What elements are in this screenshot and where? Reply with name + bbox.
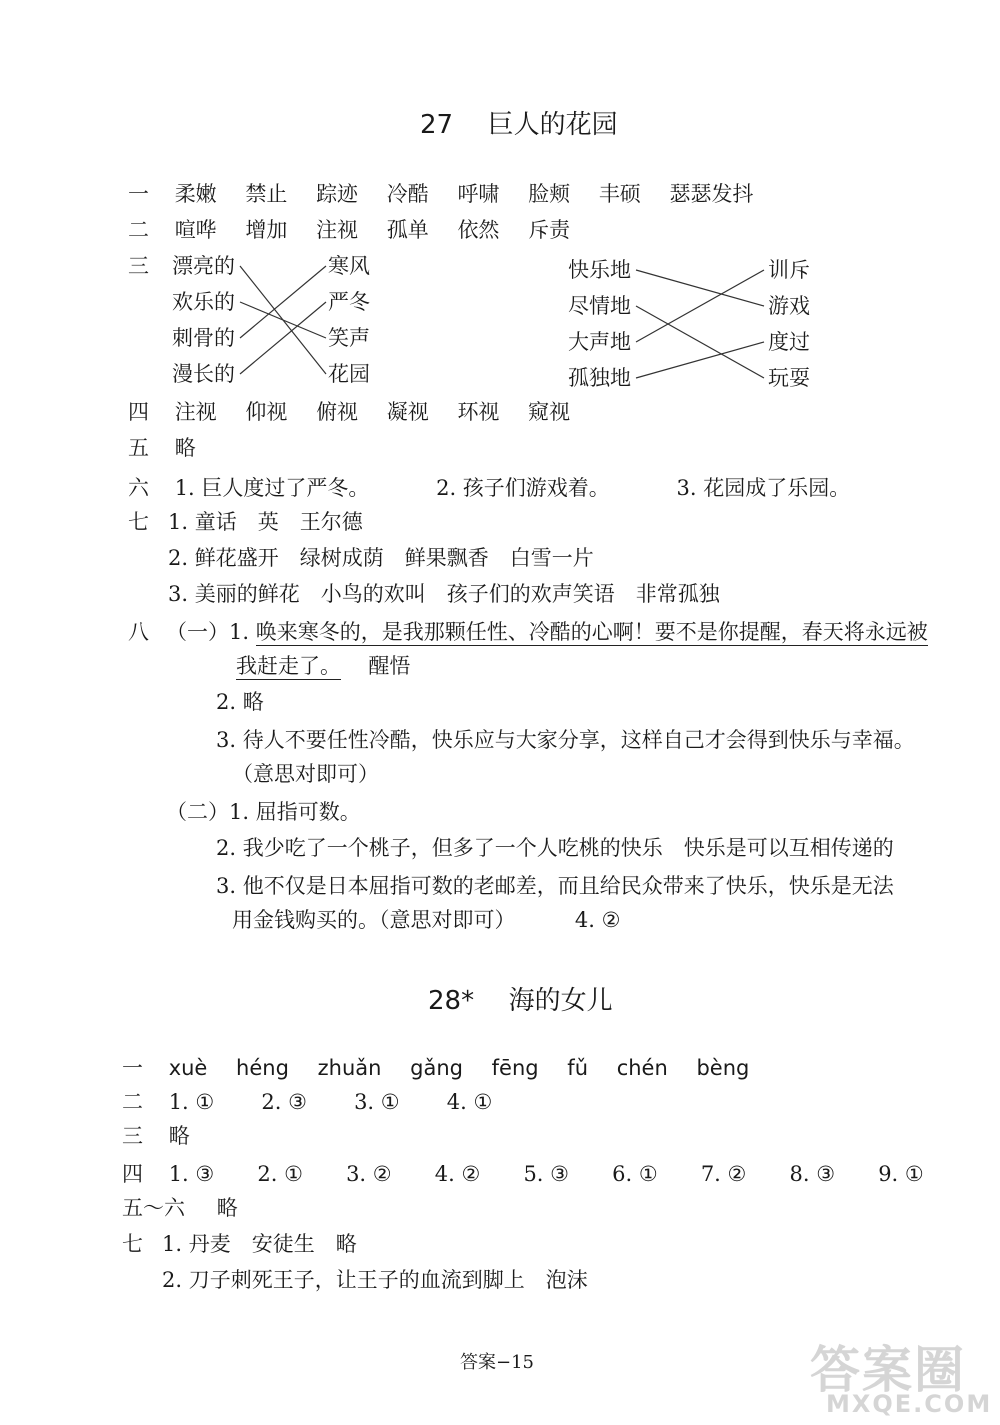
l27-q4 xyxy=(128,398,592,426)
answer-word: 踪迹 xyxy=(316,182,359,206)
match-right-b-0: 训斥 xyxy=(768,258,810,282)
answer-item: 3. ② xyxy=(346,1162,392,1186)
q-label: 六 xyxy=(128,476,149,500)
l27-q8-p1-line2 xyxy=(236,652,410,680)
lesson28-title-text: 海的女儿 xyxy=(508,986,613,1016)
match-line xyxy=(240,266,326,338)
answer-word: 注视 xyxy=(316,218,359,242)
l28-q56 xyxy=(122,1194,238,1222)
q-label: 三 xyxy=(122,1124,143,1148)
l27-q8-p2-2: 2. 我少吃了一个桃子，但多了一个人吃桃的快乐 快乐是可以互相传递的 xyxy=(216,836,894,860)
match-right-a-3: 花园 xyxy=(328,362,370,386)
answer-word: 依然 xyxy=(457,218,500,242)
match-left-a-3: 漫长的 xyxy=(172,362,235,386)
answer-word: 注视 xyxy=(174,400,217,424)
match-left-a-1: 欢乐的 xyxy=(172,290,235,314)
answer-text: 略 xyxy=(216,1196,238,1220)
match-line xyxy=(636,342,764,378)
answer-word: 丰硕 xyxy=(598,182,641,206)
answer-word: 仰视 xyxy=(245,400,288,424)
answer-word: 环视 xyxy=(457,400,500,424)
pinyin: héng xyxy=(236,1056,289,1080)
match-line xyxy=(636,270,764,342)
answer-text: 略 xyxy=(168,1124,190,1148)
answer-item: 7. ② xyxy=(700,1162,747,1186)
q-label: 四 xyxy=(122,1162,143,1186)
answer-item: 1. 巨人度过了严冬。 xyxy=(174,476,370,500)
q-label: 五 xyxy=(128,436,149,460)
answer-word: 斥责 xyxy=(528,218,571,242)
part-label: （二） xyxy=(166,800,229,824)
answer-item: 1. ③ xyxy=(168,1162,215,1186)
answer-text: 1. 屈指可数。 xyxy=(229,800,361,824)
watermark-logo: 答案圈 xyxy=(810,1341,966,1399)
q-label: 四 xyxy=(128,400,149,424)
pinyin: fǔ xyxy=(567,1056,588,1080)
l28-q4 xyxy=(122,1160,938,1188)
underlined-answer: 唤来寒冬的，是我那颗任性、冷酷的心啊！要不是你提醒，春天将永远被 xyxy=(255,620,928,644)
answer-word: 窥视 xyxy=(528,400,571,424)
l27-q7-line1: 1. 童话 英 王尔德 xyxy=(168,510,363,534)
lesson27-title-text: 巨人的花园 xyxy=(487,110,618,140)
answer-item: 3. 花园成了乐园。 xyxy=(676,476,851,500)
answer-item: 2. ③ xyxy=(261,1090,307,1114)
answer-text: 用金钱购买的。（意思对即可） xyxy=(232,908,516,932)
match-left-b-1: 尽情地 xyxy=(568,294,631,318)
l27-q7-line2: 2. 鲜花盛开 绿树成荫 鲜果飘香 白雪一片 xyxy=(168,546,594,570)
l27-q7-label: 七 xyxy=(128,510,149,534)
answer-item: 2. 孩子们游戏着。 xyxy=(436,476,610,500)
answer-item: 1. ① xyxy=(168,1090,215,1114)
pinyin: fēng xyxy=(491,1056,539,1080)
lesson27-title-num: 27 xyxy=(420,110,454,140)
answer-item: 6. ① xyxy=(612,1162,658,1186)
answer-word: 喧哗 xyxy=(174,218,217,242)
match-left-a-2: 刺骨的 xyxy=(172,326,235,350)
answer-item: 3. ① xyxy=(354,1090,400,1114)
match-right-a-0: 寒风 xyxy=(328,254,370,278)
answer-text: 略 xyxy=(174,436,196,460)
answer-word: 冷酷 xyxy=(386,182,429,206)
l28-q1 xyxy=(122,1054,771,1082)
l28-q7-label: 七 xyxy=(122,1232,143,1256)
l27-q8-p1-2: 2. 略 xyxy=(216,690,264,714)
match-line xyxy=(240,302,326,374)
pinyin: xuè xyxy=(168,1056,208,1080)
match-line xyxy=(636,306,764,378)
q-label: 一 xyxy=(122,1056,143,1080)
l27-q8-p1 xyxy=(166,618,928,646)
match-left-a-0: 漂亮的 xyxy=(172,254,235,278)
match-right-a-2: 笑声 xyxy=(328,326,370,350)
answer-item: 5. ③ xyxy=(523,1162,569,1186)
l27-q8-p2 xyxy=(166,798,361,826)
l28-q3 xyxy=(122,1122,190,1150)
pinyin: gǎng xyxy=(410,1056,463,1080)
l27-q8-p1-3b: （意思对即可） xyxy=(232,762,379,786)
answer-item: 8. ③ xyxy=(789,1162,836,1186)
item-num: 1. xyxy=(229,620,250,644)
answer-word: 瑟瑟发抖 xyxy=(669,182,754,206)
match-left-b-0: 快乐地 xyxy=(568,258,631,282)
answer-word: 凝视 xyxy=(386,400,429,424)
l27-q8-label: 八 xyxy=(128,620,149,644)
l27-q8-p1-3a: 3. 待人不要任性冷酷，快乐应与大家分享，这样自己才会得到快乐与幸福。 xyxy=(216,728,915,752)
answer-item: 4. ② xyxy=(434,1162,481,1186)
answer-item: 4. ① xyxy=(446,1090,493,1114)
answer-text: 4. ② xyxy=(574,908,621,932)
match-right-b-2: 度过 xyxy=(768,330,810,354)
l28-q7-line1: 1. 丹麦 安徒生 略 xyxy=(162,1232,357,1256)
answer-word: 柔嫩 xyxy=(174,182,217,206)
l27-q8-p2-3a: 3. 他不仅是日本屈指可数的老邮差，而且给民众带来了快乐，快乐是无法 xyxy=(216,874,894,898)
l27-q5 xyxy=(128,434,196,462)
answer-word: 增加 xyxy=(245,218,288,242)
lesson28-title xyxy=(428,980,613,1017)
pinyin: zhuǎn xyxy=(317,1056,382,1080)
part-label: （一） xyxy=(166,620,229,644)
match-right-b-1: 游戏 xyxy=(768,294,810,318)
watermark-url: MXQE.COM xyxy=(826,1390,993,1418)
l27-q3-label: 三 xyxy=(128,254,149,278)
match-line xyxy=(636,270,764,306)
match-left-b-2: 大声地 xyxy=(568,330,631,354)
answer-word: 俯视 xyxy=(316,400,359,424)
l27-q7-line3: 3. 美丽的鲜花 小鸟的欢叫 孩子们的欢声笑语 非常孤独 xyxy=(168,582,720,606)
l27-q8-p2-3b xyxy=(232,906,620,934)
match-left-b-3: 孤独地 xyxy=(568,366,631,390)
q-label: 二 xyxy=(122,1090,143,1114)
lesson28-title-num: 28* xyxy=(428,986,475,1016)
answer-text: 醒悟 xyxy=(368,654,411,678)
q-label: 五～六 xyxy=(122,1196,185,1220)
answer-item: 9. ① xyxy=(878,1162,924,1186)
q-label: 一 xyxy=(128,182,149,206)
match-right-b-3: 玩耍 xyxy=(768,366,810,390)
l28-q2 xyxy=(122,1088,533,1116)
match-right-a-1: 严冬 xyxy=(328,290,370,314)
answer-word: 禁止 xyxy=(245,182,288,206)
answer-word: 孤单 xyxy=(386,218,429,242)
pinyin: chén xyxy=(616,1056,668,1080)
answer-item: 2. ① xyxy=(257,1162,303,1186)
answer-word: 呼啸 xyxy=(457,182,500,206)
q-label: 二 xyxy=(128,218,149,242)
page-number: 答案−15 xyxy=(460,1352,534,1373)
match-line xyxy=(240,302,326,338)
answer-word: 脸颊 xyxy=(528,182,571,206)
l28-q7-line2: 2. 刀子刺死王子，让王子的血流到脚上 泡沫 xyxy=(162,1268,588,1292)
l27-q6 xyxy=(128,474,850,502)
underlined-answer: 我赶走了。 xyxy=(236,654,341,678)
pinyin: bèng xyxy=(696,1056,750,1080)
